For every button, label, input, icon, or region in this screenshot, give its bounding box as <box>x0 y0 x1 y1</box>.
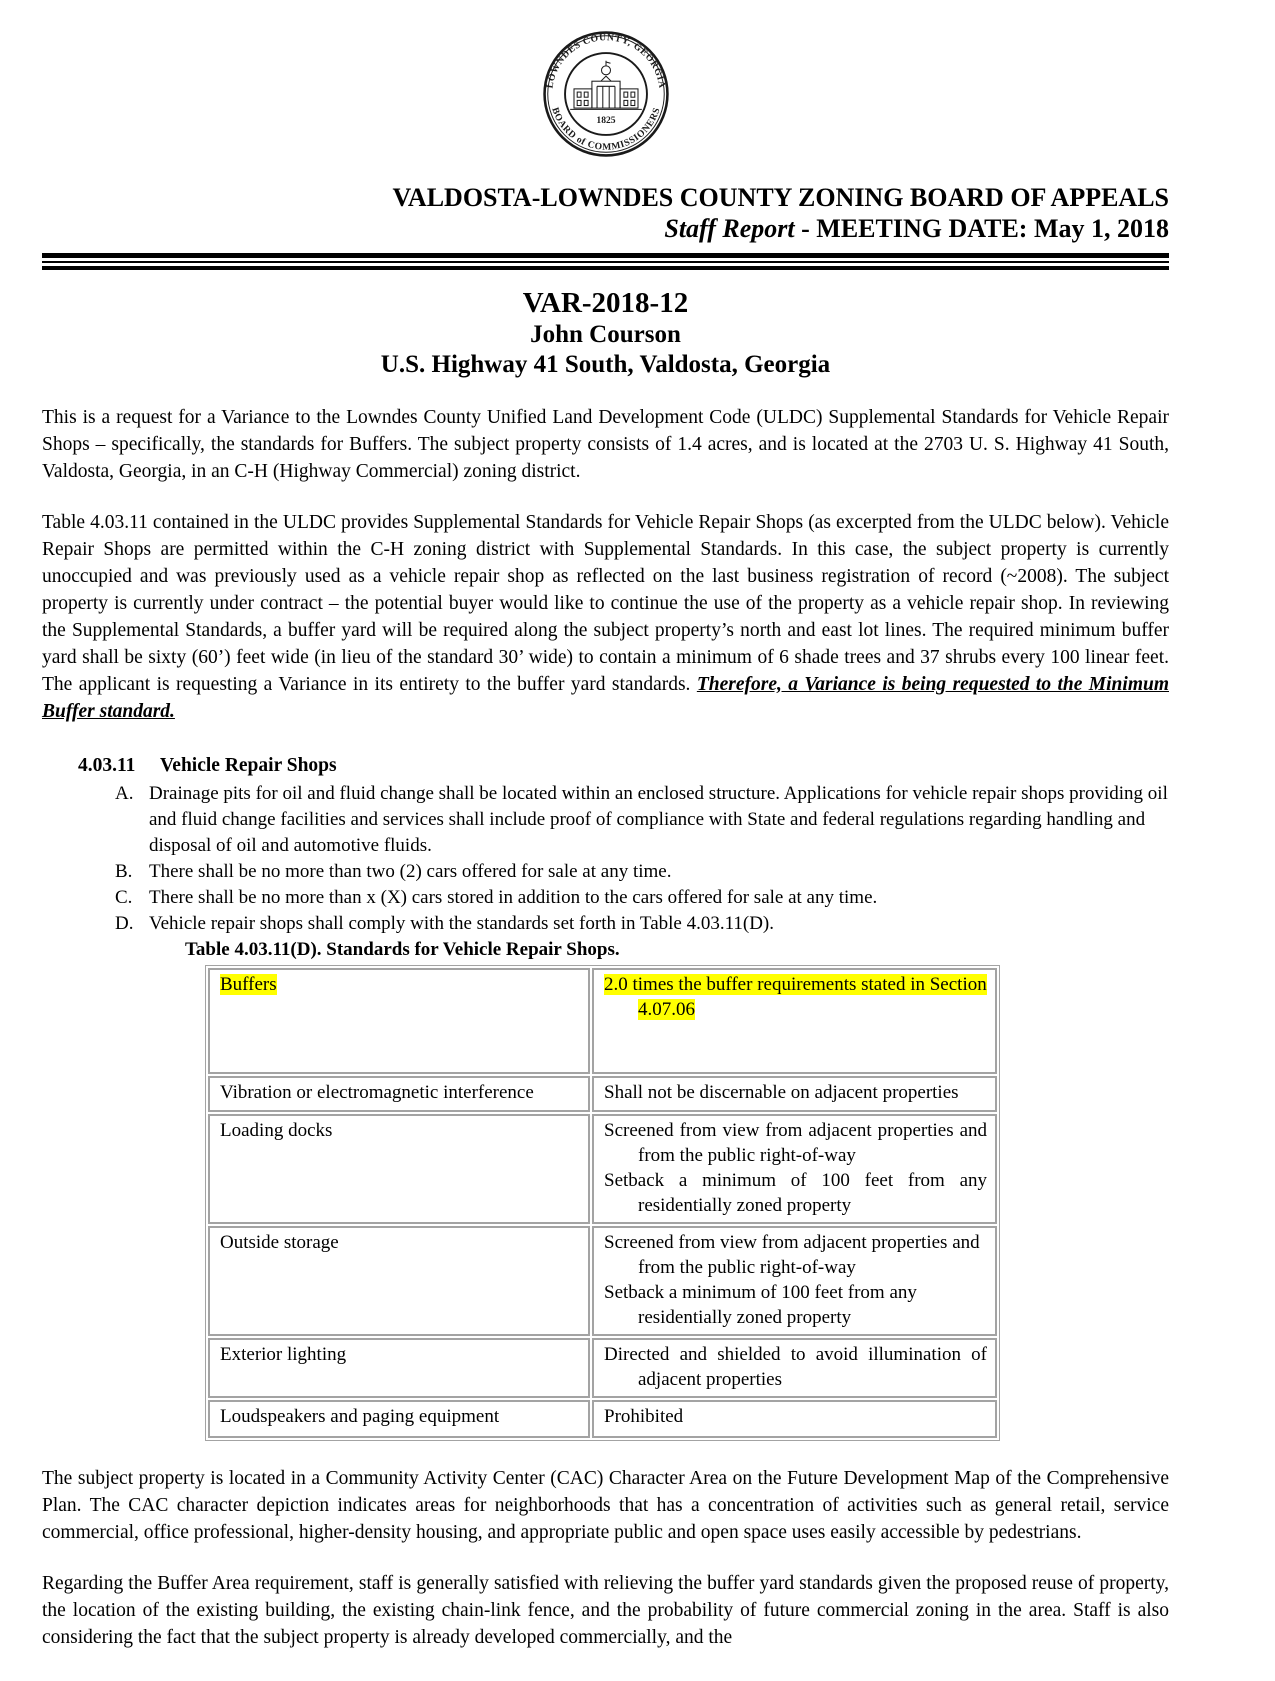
value-item: Setback a minimum of 100 feet from any residentially zoned property <box>604 1170 987 1216</box>
case-title-block <box>42 286 1169 380</box>
table-cell-label: Outside storage <box>208 1226 590 1336</box>
seal-year: 1825 <box>595 114 616 126</box>
table-cell-value <box>592 1338 997 1398</box>
list-item <box>115 859 1169 885</box>
value-item: Prohibited <box>604 1406 684 1427</box>
seal-top-text: LOWNDES COUNTY, GEORGIA <box>543 32 668 90</box>
list-item-text: There shall be no more than x (X) cars stored in addition to the cars offered for sale at any time. <box>149 887 878 908</box>
table-cell-label <box>208 968 590 1074</box>
list-item <box>115 885 1169 911</box>
county-seal-icon <box>542 25 670 163</box>
table-cell-value <box>592 1226 997 1336</box>
svg-text:LOWNDES COUNTY, GEORGIA <box>544 32 667 89</box>
list-item-letter: A. <box>115 783 134 804</box>
table-cell-label: Loading docks <box>208 1114 590 1224</box>
list-item <box>115 911 1169 937</box>
paragraph-character-area: The subject property is located in a Community Activity Center (CAC) Character Area on the Future Development Map of the Comprehensive Plan. The CAC character depiction indicates areas for neighborhoods that has a concentration of activities such as general retail, service commercial, office professional, higher-density housing, and appropriate public and open space uses easily accessible by pedestrians. <box>42 1468 1169 1543</box>
uldc-standards-list <box>115 781 1169 937</box>
table-row-outside-storage <box>208 1226 997 1336</box>
value-item: Setback a minimum of 100 feet from any residentially zoned property <box>604 1282 917 1328</box>
value-item: Screened from view from adjacent properties and from the public right-of-way <box>604 1232 980 1278</box>
paragraph-request-summary: This is a request for a Variance to the Lowndes County Unified Land Development Code (ULDC) Supplemental Standards for Vehicle Repair Shops – specifically, the standards for Buffers. The subject property consists of 1.4 acres, and is located at the 2703 U. S. Highway 41 South, Valdosta, Georgia, in an C-H (Highway Commercial) zoning district. <box>42 407 1169 482</box>
property-location: U.S. Highway 41 South, Valdosta, Georgia <box>380 351 831 378</box>
table-cell-label: Loudspeakers and paging equipment <box>208 1400 590 1438</box>
list-item-text: Vehicle repair shops shall comply with the standards set forth in Table 4.03.11(D). <box>149 913 775 934</box>
staff-report-label: Staff Report <box>664 214 795 243</box>
table-cell-label: Exterior lighting <box>208 1338 590 1398</box>
case-number: VAR-2018-12 <box>522 287 689 319</box>
meeting-date: - MEETING DATE: May 1, 2018 <box>794 214 1169 243</box>
paragraph-staff-analysis: Regarding the Buffer Area requirement, staff is generally satisfied with relieving the buffer yard standards given the proposed reuse of property, the location of the existing building, the existing chain-link fence, and the probability of future commercial zoning in the area. Staff is also considering the fact that the subject property is already developed commercially, and the <box>42 1573 1169 1648</box>
list-item <box>115 781 1169 859</box>
paragraph-standards-text: Table 4.03.11 contained in the ULDC provides Supplemental Standards for Vehicle Repair Shops (as excerpted from the ULDC below). Vehicle Repair Shops are permitted within the C-H zoning district with Supplemental Standards. In this case, the subject property is currently unoccupied and was previously used as a vehicle repair shop as reflected on the last business registration of record (~2008). The subject property is currently under contract – the potential buyer would like to continue the use of the property as a vehicle repair shop. In reviewing the Supplemental Standards, a buffer yard will be required along the subject property’s north and east lot lines. The required minimum buffer yard shall be sixty (60’) feet wide (in lieu of the standard 30’ wide) to contain a minimum of 6 shade trees and 37 shrubs every 100 linear feet. The applicant is requesting a Variance in its entirety to the buffer yard standards. <box>42 512 1169 695</box>
table-cell-value <box>592 968 997 1074</box>
courthouse-icon <box>570 61 642 110</box>
header-divider <box>42 253 1169 270</box>
board-title: VALDOSTA-LOWNDES COUNTY ZONING BOARD OF APPEALS <box>392 183 1169 212</box>
meeting-date-line <box>42 213 1169 244</box>
table-row-vibration <box>208 1076 997 1112</box>
table-row-exterior-lighting <box>208 1338 997 1398</box>
value-item: Shall not be discernable on adjacent properties <box>604 1082 959 1103</box>
table-row-loudspeakers <box>208 1400 997 1438</box>
applicant-name: John Courson <box>530 321 681 348</box>
list-item-letter: D. <box>115 913 134 934</box>
report-header <box>42 182 1169 244</box>
value-item: Directed and shielded to avoid illumination of adjacent properties <box>604 1344 987 1390</box>
standards-table <box>205 965 1000 1441</box>
section-number: 4.03.11 <box>78 755 136 776</box>
section-title: Vehicle Repair Shops <box>160 755 337 776</box>
table-cell-value <box>592 1400 997 1438</box>
highlighted-label: Buffers <box>220 974 277 995</box>
list-item-letter: C. <box>115 887 133 908</box>
variance-request-emphasis: Therefore, a Variance is being requested to the Minimum Buffer standard. <box>42 674 1169 722</box>
list-item-letter: B. <box>115 861 133 882</box>
table-cell-value <box>592 1114 997 1224</box>
table-cell-label: Vibration or electromagnetic interference <box>208 1076 590 1112</box>
table-row-loading-docks <box>208 1114 997 1224</box>
svg-text:BOARD of COMMISSIONERS <box>549 106 662 153</box>
county-seal <box>42 25 1169 168</box>
paragraph-standards-discussion <box>42 509 1169 725</box>
value-item: Screened from view from adjacent properties and from the public right-of-way <box>604 1120 987 1166</box>
list-item-text: There shall be no more than two (2) cars offered for sale at any time. <box>149 861 672 882</box>
table-caption: Table 4.03.11(D). Standards for Vehicle Repair Shops. <box>185 939 620 960</box>
section-heading <box>78 755 1169 777</box>
seal-bottom-text: BOARD of COMMISSIONERS <box>548 106 663 153</box>
table-cell-value <box>592 1076 997 1112</box>
list-item-text: Drainage pits for oil and fluid change shall be located within an enclosed structure. Applications for vehicle repair shops providing oil and fluid change facilities and services shall include proof of compliance with State and federal regulations regarding handling and disposal of oil and automotive fluids. <box>149 783 1168 856</box>
highlighted-value: 2.0 times the buffer requirements stated in Section 4.07.06 <box>604 974 987 1020</box>
table-row-buffers <box>208 968 997 1074</box>
